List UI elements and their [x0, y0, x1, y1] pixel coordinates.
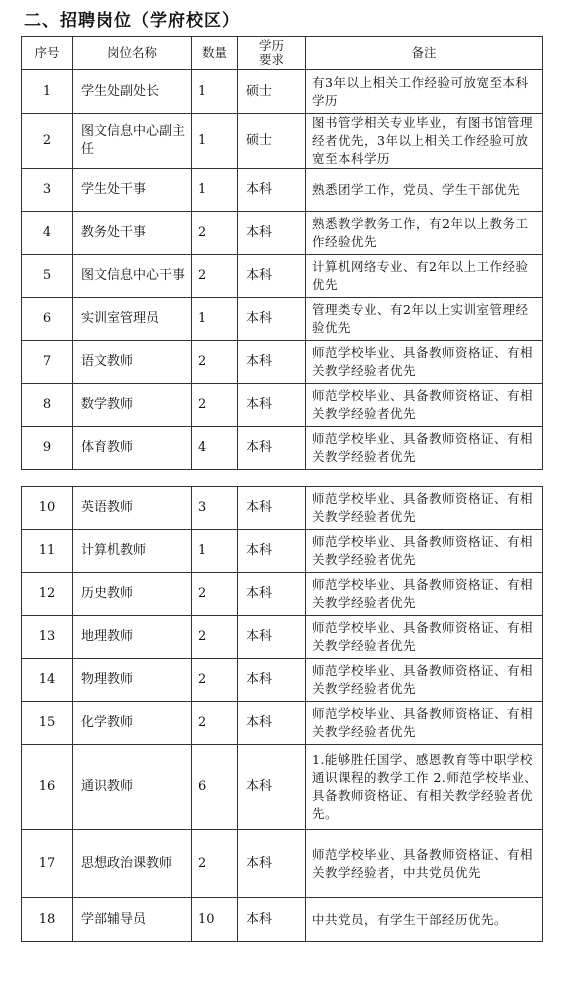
cell-education: 本科	[238, 427, 306, 470]
cell-position-name: 通识教师	[73, 745, 192, 830]
cell-note: 计算机网络专业、有2年以上工作经验优先	[306, 255, 543, 298]
positions-table-part2	[21, 486, 543, 942]
table-row	[22, 659, 543, 702]
cell-education: 本科	[238, 341, 306, 384]
table-row	[22, 114, 543, 169]
cell-education: 本科	[238, 573, 306, 616]
cell-education: 硕士	[238, 114, 306, 169]
cell-note: 有3年以上相关工作经验可放宽至本科学历	[306, 70, 543, 114]
cell-no: 2	[22, 114, 73, 169]
table-row	[22, 573, 543, 616]
cell-quantity: 2	[192, 341, 238, 384]
cell-no: 9	[22, 427, 73, 470]
section-heading: 二、招聘岗位（学府校区）	[24, 11, 240, 31]
table-row	[22, 212, 543, 255]
cell-position-name: 教务处干事	[73, 212, 192, 255]
cell-note: 师范学校毕业、具备教师资格证、有相关教学经验者优先	[306, 487, 543, 530]
cell-education: 本科	[238, 745, 306, 830]
col-header-name: 岗位名称	[73, 37, 192, 70]
cell-position-name: 地理教师	[73, 616, 192, 659]
cell-position-name: 学生处副处长	[73, 70, 192, 114]
table-header-row	[22, 37, 543, 70]
col-header-note: 备注	[306, 37, 543, 70]
cell-quantity: 2	[192, 659, 238, 702]
col-header-edu	[238, 37, 306, 70]
cell-position-name: 实训室管理员	[73, 298, 192, 341]
cell-no: 10	[22, 487, 73, 530]
table-row	[22, 384, 543, 427]
cell-quantity: 1	[192, 70, 238, 114]
cell-note: 师范学校毕业、具备教师资格证、有相关教学经验者优先	[306, 341, 543, 384]
cell-note: 1.能够胜任国学、感恩教育等中职学校通识课程的教学工作 2.师范学校毕业、具备教师资格证、有相关教学经验者优先。	[306, 745, 543, 830]
cell-position-name: 体育教师	[73, 427, 192, 470]
cell-quantity: 1	[192, 169, 238, 212]
cell-position-name: 计算机教师	[73, 530, 192, 573]
cell-no: 13	[22, 616, 73, 659]
cell-note: 师范学校毕业、具备教师资格证、有相关教学经验者优先	[306, 659, 543, 702]
cell-no: 11	[22, 530, 73, 573]
cell-education: 本科	[238, 255, 306, 298]
cell-quantity: 1	[192, 114, 238, 169]
cell-education: 本科	[238, 487, 306, 530]
cell-education: 本科	[238, 298, 306, 341]
cell-no: 12	[22, 573, 73, 616]
cell-education: 本科	[238, 830, 306, 898]
cell-no: 8	[22, 384, 73, 427]
cell-quantity: 2	[192, 384, 238, 427]
cell-note: 师范学校毕业、具备教师资格证、有相关教学经验者优先	[306, 427, 543, 470]
cell-quantity: 1	[192, 530, 238, 573]
cell-position-name: 历史教师	[73, 573, 192, 616]
table-row	[22, 530, 543, 573]
cell-education: 本科	[238, 702, 306, 745]
cell-education: 本科	[238, 898, 306, 942]
positions-table-part1	[21, 36, 543, 470]
cell-no: 15	[22, 702, 73, 745]
col-header-edu-line1: 学历	[258, 38, 284, 53]
cell-education: 硕士	[238, 70, 306, 114]
cell-no: 1	[22, 70, 73, 114]
cell-position-name: 数学教师	[73, 384, 192, 427]
table-row	[22, 830, 543, 898]
cell-note: 师范学校毕业、具备教师资格证、有相关教学经验者优先	[306, 616, 543, 659]
cell-education: 本科	[238, 384, 306, 427]
cell-note: 师范学校毕业、具备教师资格证、有相关教学经验者优先	[306, 530, 543, 573]
cell-position-name: 图文信息中心干事	[73, 255, 192, 298]
cell-quantity: 6	[192, 745, 238, 830]
table-row	[22, 745, 543, 830]
col-header-edu-line2: 要求	[258, 52, 284, 67]
table-row	[22, 427, 543, 470]
cell-note: 师范学校毕业、具备教师资格证、有相关教学经验者优先	[306, 573, 543, 616]
cell-position-name: 学生处干事	[73, 169, 192, 212]
cell-no: 16	[22, 745, 73, 830]
cell-education: 本科	[238, 169, 306, 212]
cell-position-name: 思想政治课教师	[73, 830, 192, 898]
cell-no: 3	[22, 169, 73, 212]
table-row	[22, 70, 543, 114]
cell-note: 中共党员，有学生干部经历优先。	[306, 898, 543, 942]
cell-quantity: 2	[192, 702, 238, 745]
table-row	[22, 702, 543, 745]
cell-note: 师范学校毕业、具备教师资格证、有相关教学经验者，中共党员优先	[306, 830, 543, 898]
cell-education: 本科	[238, 212, 306, 255]
cell-quantity: 2	[192, 212, 238, 255]
table-row	[22, 616, 543, 659]
cell-position-name: 物理教师	[73, 659, 192, 702]
cell-education: 本科	[238, 659, 306, 702]
cell-no: 5	[22, 255, 73, 298]
col-header-no: 序号	[22, 37, 73, 70]
cell-quantity: 2	[192, 255, 238, 298]
cell-education: 本科	[238, 616, 306, 659]
cell-no: 17	[22, 830, 73, 898]
table-row	[22, 487, 543, 530]
cell-quantity: 2	[192, 830, 238, 898]
cell-no: 18	[22, 898, 73, 942]
cell-note: 师范学校毕业、具备教师资格证、有相关教学经验者优先	[306, 384, 543, 427]
table-row	[22, 898, 543, 942]
cell-no: 7	[22, 341, 73, 384]
table-row	[22, 341, 543, 384]
cell-no: 6	[22, 298, 73, 341]
cell-no: 4	[22, 212, 73, 255]
cell-quantity: 4	[192, 427, 238, 470]
cell-note: 师范学校毕业、具备教师资格证、有相关教学经验者优先	[306, 702, 543, 745]
cell-quantity: 3	[192, 487, 238, 530]
cell-note: 熟悉教学教务工作，有2年以上教务工作经验优先	[306, 212, 543, 255]
cell-quantity: 2	[192, 616, 238, 659]
table-row	[22, 169, 543, 212]
cell-position-name: 英语教师	[73, 487, 192, 530]
cell-note: 图书管学相关专业毕业，有图书馆管理经者优先，3年以上相关工作经验可放宽至本科学历	[306, 114, 543, 169]
table-row	[22, 298, 543, 341]
cell-position-name: 图文信息中心副主任	[73, 114, 192, 169]
cell-quantity: 1	[192, 298, 238, 341]
cell-position-name: 学部辅导员	[73, 898, 192, 942]
cell-note: 管理类专业、有2年以上实训室管理经验优先	[306, 298, 543, 341]
cell-education: 本科	[238, 530, 306, 573]
cell-quantity: 2	[192, 573, 238, 616]
cell-position-name: 化学教师	[73, 702, 192, 745]
cell-quantity: 10	[192, 898, 238, 942]
col-header-qty: 数量	[192, 37, 238, 70]
cell-position-name: 语文教师	[73, 341, 192, 384]
cell-no: 14	[22, 659, 73, 702]
table-row	[22, 255, 543, 298]
cell-note: 熟悉团学工作，党员、学生干部优先	[306, 169, 543, 212]
